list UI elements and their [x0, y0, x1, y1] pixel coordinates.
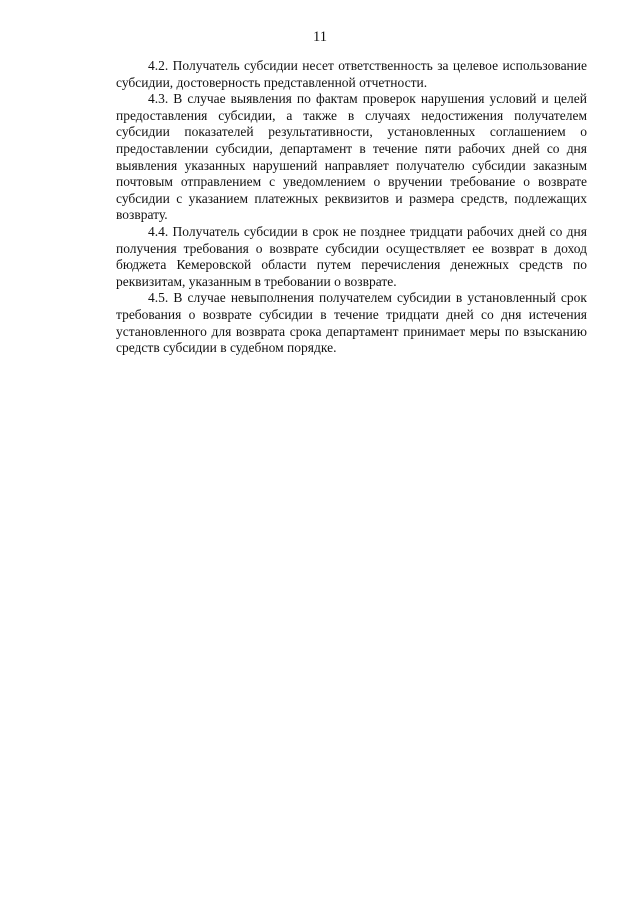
paragraph-4-2: 4.2. Получатель субсидии несет ответственность за целевое использование субсидии, достоверность представленной отчетности.: [116, 58, 587, 90]
paragraph-4-4: 4.4. Получатель субсидии в срок не позднее тридцати рабочих дней со дня получения требования о возврате субсидии осуществляет ее возврат в доход бюджета Кемеровской области путем перечисления денежных средств по реквизитам, указанным в требовании о возврате.: [116, 223, 587, 289]
page-number: 11: [313, 29, 327, 45]
document-body: [116, 58, 587, 357]
paragraph-4-5: 4.5. В случае невыполнения получателем субсидии в установленный срок требования о возврате субсидии в течение тридцати дней со дня истечения установленного для возврата срока департамент принимает меры по взысканию средств субсидии в судебном порядке.: [116, 290, 587, 356]
paragraph-4-3: 4.3. В случае выявления по фактам проверок нарушения условий и целей предоставления субсидии, а также в случаях недостижения получателем субсидии показателей результативности, установленных соглашением о предоставлении субсидии, департамент в течение пяти рабочих дней со дня выявления указанных нарушений направляет получателю субсидии заказным почтовым отправлением с уведомлением о вручении требование о возврате субсидии с указанием платежных реквизитов и размера средств, подлежащих возврату.: [116, 91, 587, 223]
